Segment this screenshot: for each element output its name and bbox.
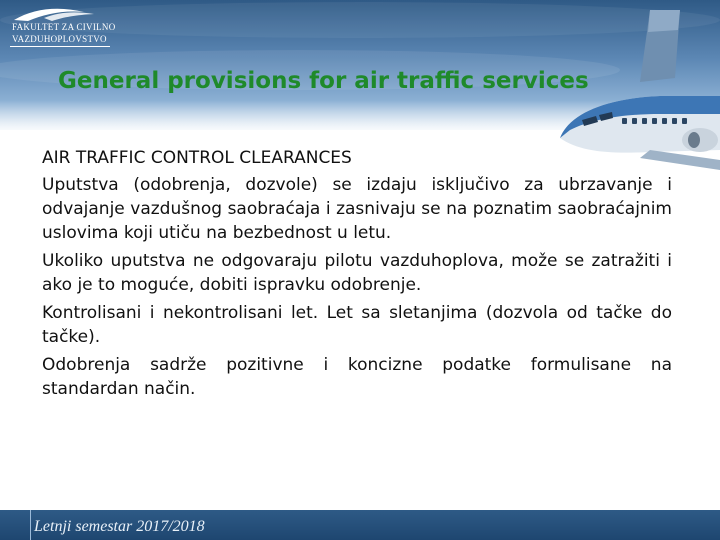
logo-underline (10, 46, 110, 47)
bird-wing-icon (4, 4, 116, 24)
logo-text-line-2: VAZDUHOPLOVSTVO (12, 34, 107, 44)
paragraph-4: Odobrenja sadrže pozitivne i koncizne podatke formulisane na standardan način. (42, 355, 672, 399)
paragraph-3: Kontrolisani i nekontrolisani let. Let sa sletanjima (dozvola od tačke do tačke). (42, 303, 672, 347)
slide-content (42, 146, 672, 405)
footer-semester: Letnji semestar 2017/2018 (34, 518, 205, 535)
faculty-logo (4, 4, 116, 48)
footer-divider (30, 510, 31, 540)
logo-text-line-1: FAKULTET ZA CIVILNO (12, 22, 116, 32)
section-heading: AIR TRAFFIC CONTROL CLEARANCES (42, 148, 352, 168)
slide-title: General provisions for air traffic services (58, 68, 589, 94)
paragraph-2: Ukoliko uputstva ne odgovaraju pilotu vazduhoplova, može se zatražiti i ako je to moguće, dobiti ispravku odobrenje. (42, 251, 672, 295)
paragraph-1: Uputstva (odobrenja, dozvole) se izdaju isključivo za ubrzavanje i odvajanje vazdušnog saobraćaja i zasnivaju se na poznatim saobraćajnim uslovima koji utiču na bezbednost u letu. (42, 175, 672, 243)
